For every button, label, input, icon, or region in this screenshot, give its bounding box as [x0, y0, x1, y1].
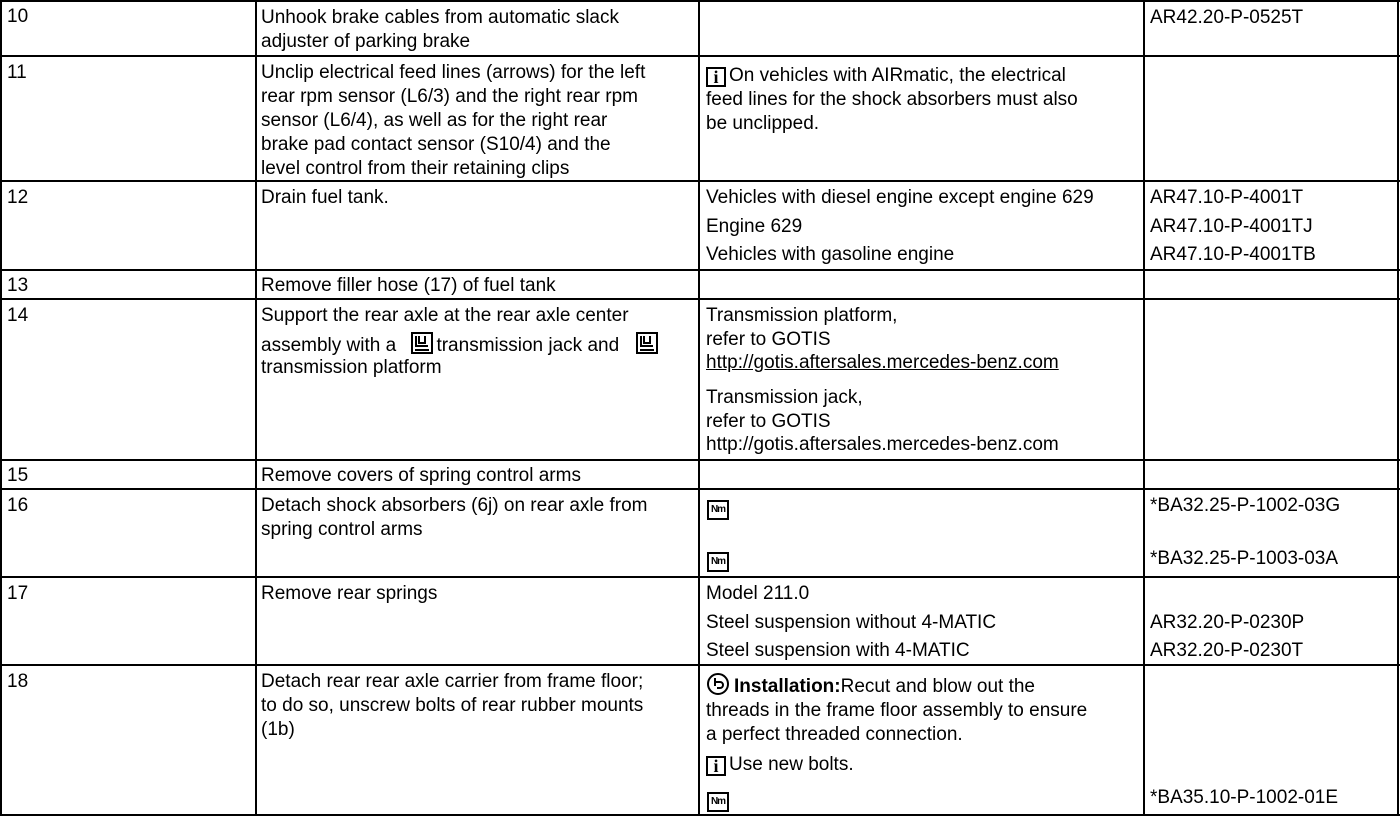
- note-text: Use new bolts.: [729, 754, 854, 775]
- step-instruction: Detach shock absorbers (6j) on rear axle from spring control arms: [261, 495, 648, 540]
- step-instruction: Support the rear axle at the rear axle center: [261, 305, 629, 326]
- row-border: [0, 0, 1400, 2]
- installation-note-icon: [706, 672, 730, 696]
- row-border: [0, 576, 1400, 578]
- installation-text: threads in the frame floor assembly to ensure a perfect threaded connection.: [706, 700, 1088, 745]
- step-instruction-line: [261, 332, 658, 358]
- step-number: 10: [7, 6, 29, 27]
- step-instruction: Unclip electrical feed lines (arrows) for the left rear rpm sensor (L6/3) and the right rear rpm sensor (L6/4), as well as for the right rear brake pad contact sensor (S10/4) and the level control from their retaining clips: [261, 62, 646, 179]
- col-border: [698, 0, 700, 816]
- note-text: Vehicles with gasoline engine: [706, 244, 955, 265]
- note-block: [706, 753, 854, 777]
- gotis-link-text[interactable]: http://gotis.aftersales.mercedes-benz.com: [706, 352, 1059, 373]
- note-text: Transmission platform, refer to GOTIS: [706, 305, 898, 350]
- installation-note: [706, 672, 1035, 699]
- row-border: [0, 664, 1400, 666]
- step-number: 13: [7, 275, 29, 296]
- row-border: [0, 298, 1400, 300]
- step-number: 11: [7, 62, 27, 83]
- special-tool-icon[interactable]: [636, 332, 658, 354]
- gotis-link[interactable]: [706, 351, 1059, 375]
- note-block: [706, 64, 1078, 136]
- step-instruction: Unhook brake cables from automatic slack adjuster of parking brake: [261, 7, 619, 52]
- torque-nm-icon[interactable]: [707, 787, 729, 812]
- reference-link[interactable]: *BA35.10-P-1002-01E: [1150, 787, 1339, 808]
- torque-nm-icon[interactable]: [707, 495, 729, 520]
- torque-nm-icon[interactable]: [707, 547, 729, 572]
- col-border: [1397, 0, 1399, 816]
- row-border: [0, 459, 1400, 461]
- reference-link[interactable]: AR47.10-P-4001TJ: [1150, 216, 1313, 237]
- step-number: 15: [7, 465, 29, 486]
- row-border: [0, 180, 1400, 182]
- reference-link[interactable]: *BA32.25-P-1003-03A: [1150, 548, 1339, 569]
- row-border: [0, 269, 1400, 271]
- nm-label: Nm: [707, 552, 729, 572]
- note-text: Vehicles with diesel engine except engine 629: [706, 187, 1094, 208]
- note-text: Engine 629: [706, 216, 803, 237]
- col-border: [1143, 0, 1145, 816]
- gotis-link-plain[interactable]: http://gotis.aftersales.mercedes-benz.com: [706, 434, 1059, 455]
- special-tool-icon[interactable]: [411, 332, 433, 354]
- note-text: Steel suspension with 4-MATIC: [706, 640, 970, 661]
- row-border: [0, 55, 1400, 57]
- step-number: 18: [7, 671, 29, 692]
- step-instruction: transmission platform: [261, 357, 442, 378]
- step-number: 12: [7, 187, 29, 208]
- note-text: Model 211.0: [706, 583, 810, 604]
- step-instruction: Remove covers of spring control arms: [261, 465, 581, 486]
- note-text: On vehicles with AIRmatic, the electrical feed lines for the shock absorbers must also be unclipped.: [706, 65, 1078, 134]
- nm-label: Nm: [707, 500, 729, 520]
- reference-link[interactable]: AR47.10-P-4001T: [1150, 187, 1304, 208]
- note-text: Steel suspension without 4-MATIC: [706, 612, 997, 633]
- step-instruction: Remove filler hose (17) of fuel tank: [261, 275, 556, 296]
- step-number: 16: [7, 495, 29, 516]
- reference-link[interactable]: AR42.20-P-0525T: [1150, 7, 1304, 28]
- col-border: [255, 0, 257, 816]
- row-border: [0, 488, 1400, 490]
- note-text: Transmission jack, refer to GOTIS: [706, 387, 863, 432]
- installation-label: Installation:: [734, 676, 841, 697]
- reference-link[interactable]: AR32.20-P-0230T: [1150, 640, 1304, 661]
- col-border: [0, 0, 2, 816]
- reference-link[interactable]: *BA32.25-P-1002-03G: [1150, 495, 1341, 516]
- reference-link[interactable]: AR32.20-P-0230P: [1150, 612, 1305, 633]
- step-text: transmission jack and: [436, 335, 620, 356]
- step-instruction: Drain fuel tank.: [261, 187, 389, 208]
- step-number: 14: [7, 305, 29, 326]
- step-instruction: Detach rear rear axle carrier from frame floor; to do so, unscrew bolts of rear rubber mounts (1b): [261, 671, 644, 740]
- nm-label: Nm: [707, 792, 729, 812]
- step-instruction: Remove rear springs: [261, 583, 438, 604]
- reference-link[interactable]: AR47.10-P-4001TB: [1150, 244, 1316, 265]
- info-icon: i: [706, 756, 726, 776]
- step-number: 17: [7, 583, 29, 604]
- installation-text: Recut and blow out the: [840, 676, 1035, 697]
- step-text: assembly with a: [261, 335, 397, 356]
- info-icon: i: [706, 67, 726, 87]
